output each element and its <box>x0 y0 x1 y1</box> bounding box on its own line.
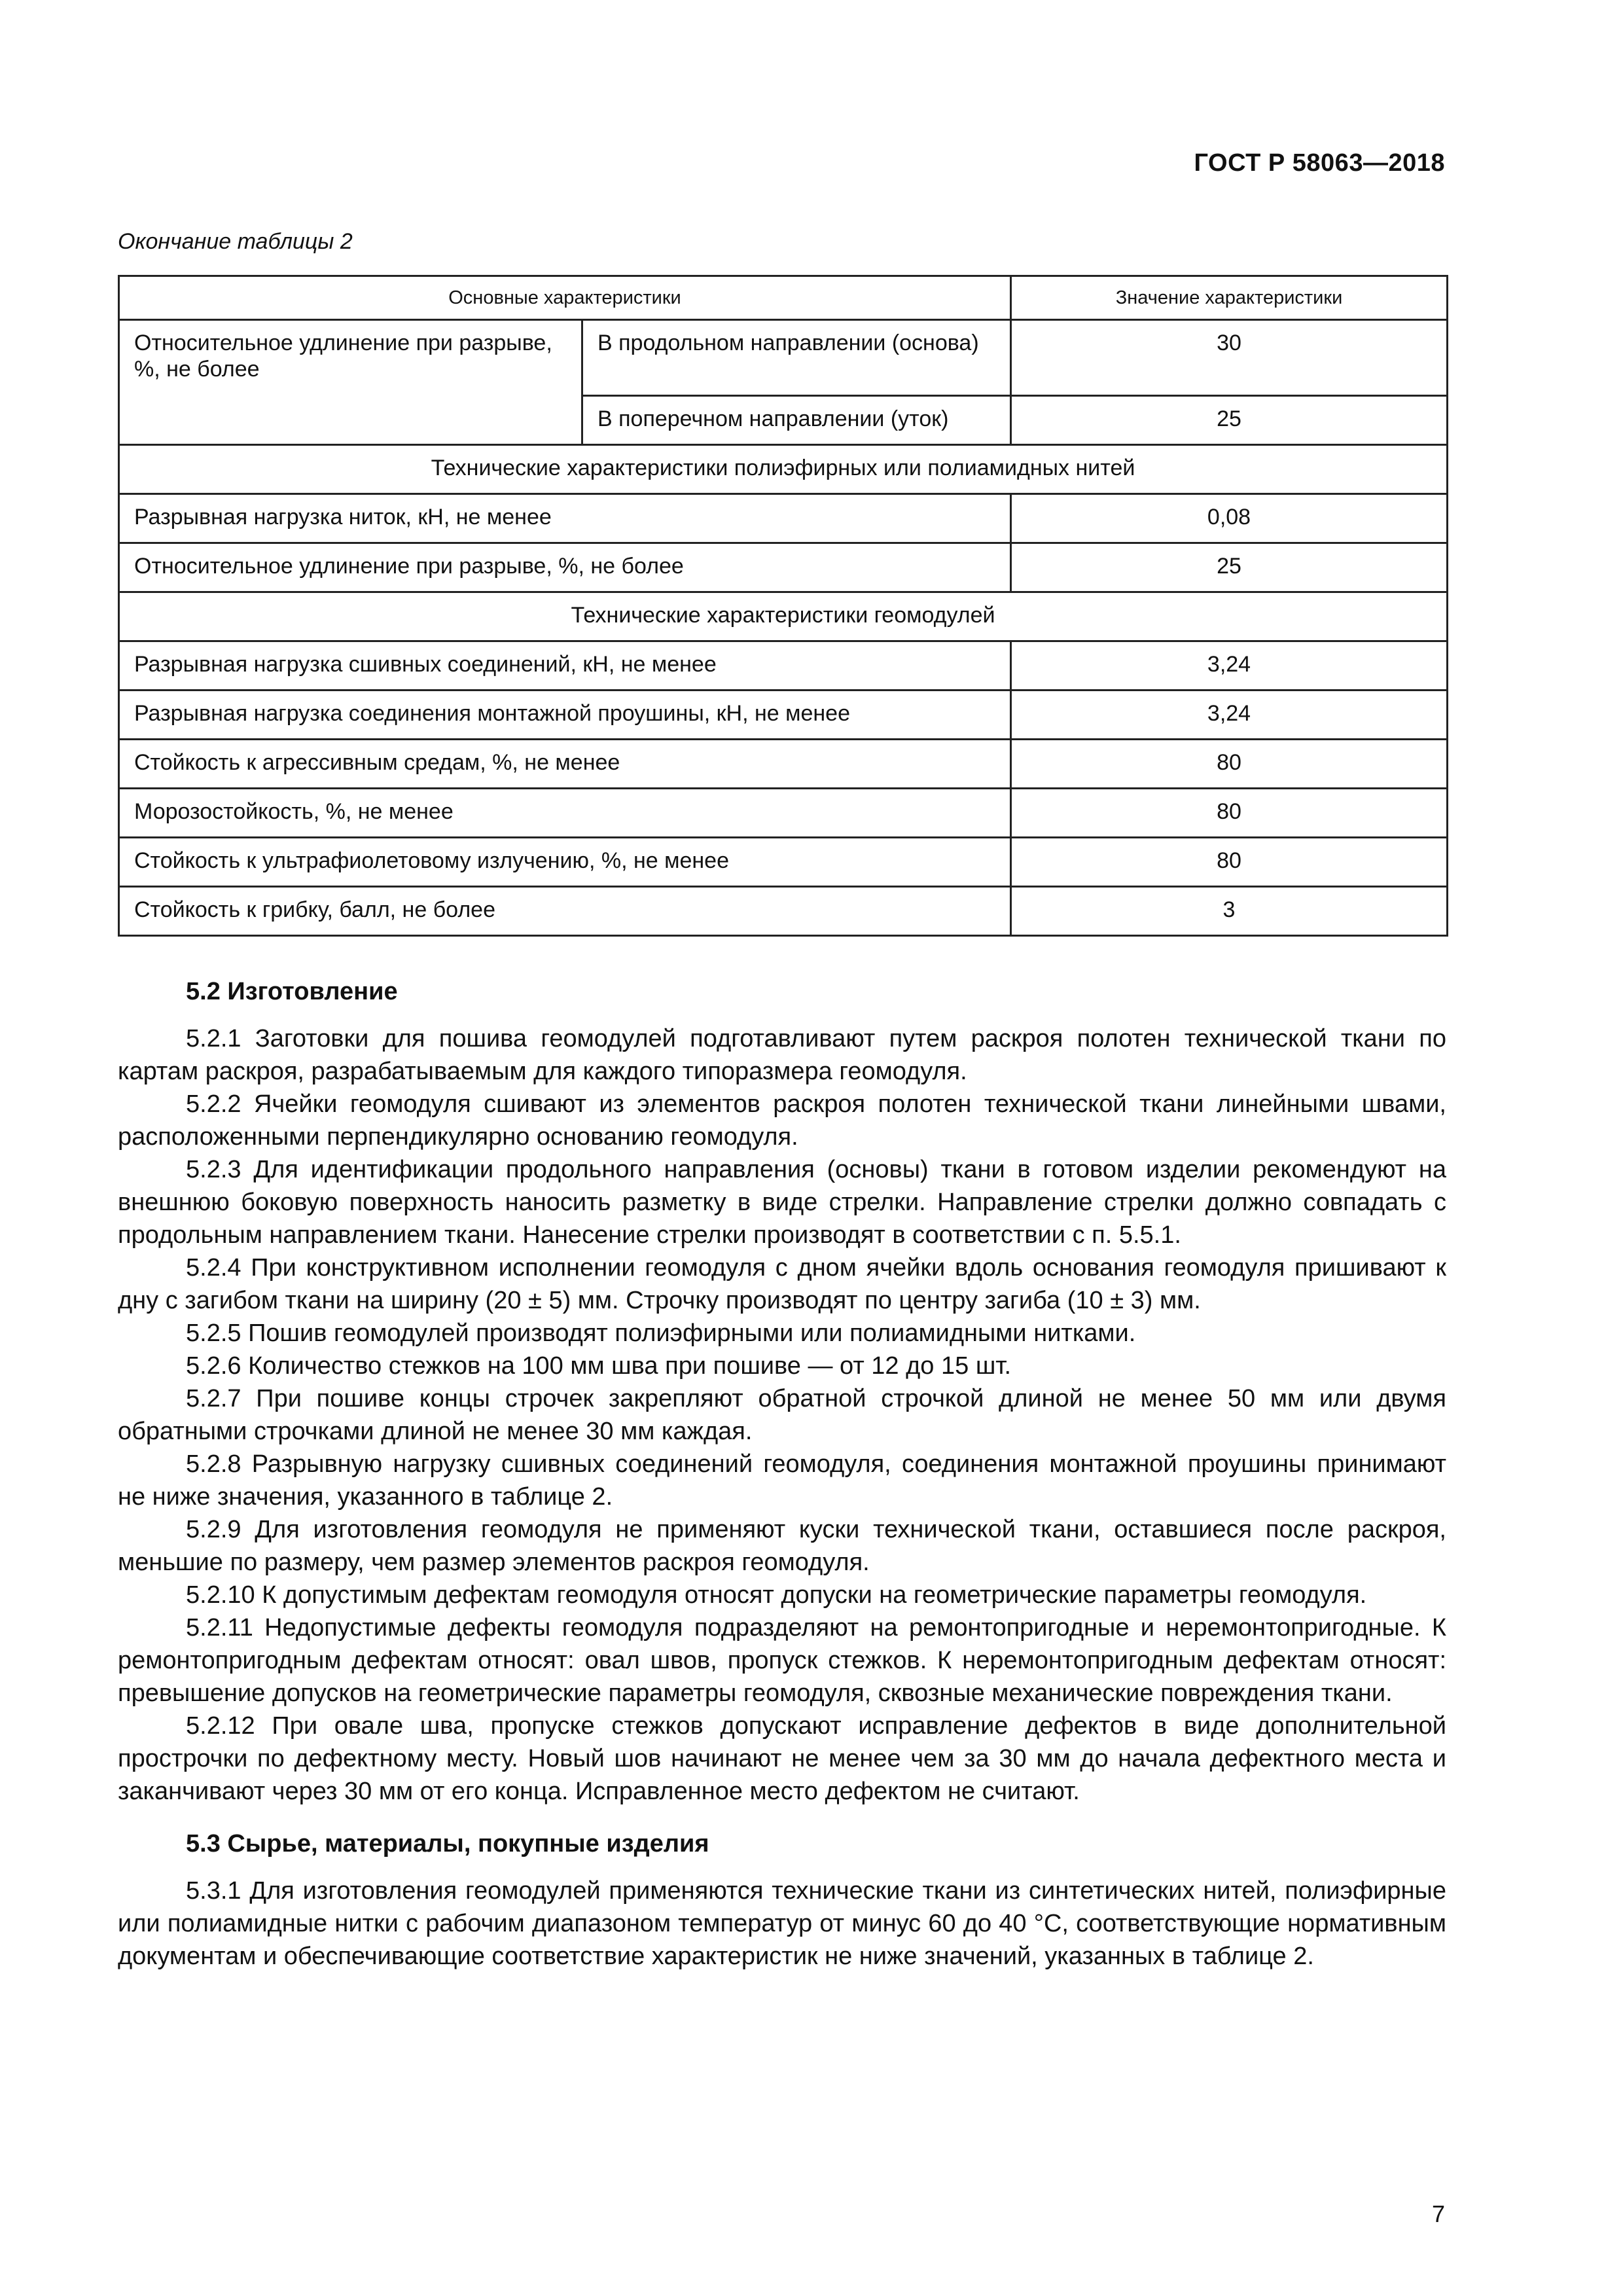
paragraph: 5.2.11 Недопустимые дефекты геомодуля подразделяют на ремонтопригодные и неремонтопригодные. К ремонтопригодным дефектам относят: овал швов, пропуск стежков. К неремонтопригодным дефектам относят: превышение допусков на геометрические параметры геомодуля, сквозные механические повреждения ткани. <box>118 1614 1446 1707</box>
paragraph: 5.2.8 Разрывную нагрузку сшивных соединений геомодуля, соединения монтажной проушины принимают не ниже значения, указанного в таблице 2. <box>118 1450 1446 1511</box>
paragraph: 5.2.7 При пошиве концы строчек закрепляют обратной строчкой длиной не менее 50 мм или двумя обратными строчками длиной не менее 30 мм каждая. <box>118 1385 1446 1445</box>
elongation-sub-label: В поперечном направлении (уток) <box>582 396 1011 445</box>
elongation-label: Относительное удлинение при разрыве, %, не более <box>119 320 582 445</box>
paragraph: 5.2.3 Для идентификации продольного направления (основы) ткани в готовом изделии рекомендуют на внешнюю боковую поверхность наносить разметку в виде стрелки. Направление стрелки должно совпадать с продольным направлением ткани. Нанесение стрелки производят в соответствии с п. 5.5.1. <box>118 1156 1446 1249</box>
paragraph: 5.2.1 Заготовки для пошива геомодулей подготавливают путем раскроя полотен технической ткани по картам раскроя, разрабатываемым для каждого типоразмера геомодуля. <box>118 1025 1446 1085</box>
standard-code: ГОСТ Р 58063—2018 <box>1194 149 1445 177</box>
row-value: 3,24 <box>1011 691 1448 740</box>
table-row <box>119 740 1448 789</box>
row-label: Стойкость к ультрафиолетовому излучению, %, не менее <box>119 838 1011 887</box>
table-row <box>119 887 1448 936</box>
paragraph: 5.3.1 Для изготовления геомодулей применяются технические ткани из синтетических нитей, полиэфирные или полиамидные нитки с рабочим диапазоном температур от минус 60 до 40 °С, соответствующие нормативным документам и обеспечивающие соответствие характеристик не ниже значений, указанных в таблице 2. <box>118 1877 1446 1970</box>
header-value: Значение характеристики <box>1011 276 1448 320</box>
paragraph: 5.2.12 При овале шва, пропуске стежков допускают исправление дефектов в виде дополнительной прострочки по дефектному месту. Новый шов начинают не менее чем за 30 мм до начала дефектного места и заканчивают через 30 мм от его конца. Исправленное место дефектом не считают. <box>118 1712 1446 1805</box>
section-5-2-heading: 5.2 Изготовление <box>186 978 398 1005</box>
row-value: 0,08 <box>1011 494 1448 543</box>
row-value: 80 <box>1011 789 1448 838</box>
table-caption: Окончание таблицы 2 <box>118 229 353 254</box>
row-label: Относительное удлинение при разрыве, %, не более <box>119 543 1011 592</box>
row-value: 3,24 <box>1011 641 1448 691</box>
table-section-row <box>119 592 1448 641</box>
paragraph: 5.2.4 При конструктивном исполнении геомодуля с дном ячейки вдоль основания геомодуля пришивают к дну с загибом ткани на ширину (20 ± 5) мм. Строчку производят по центру загиба (10 ± 3) мм. <box>118 1254 1446 1314</box>
row-value: 3 <box>1011 887 1448 936</box>
table-section-row <box>119 445 1448 494</box>
paragraph: 5.2.10 К допустимым дефектам геомодуля относят допуски на геометрические параметры геомодуля. <box>186 1581 1367 1609</box>
row-label: Разрывная нагрузка соединения монтажной проушины, кН, не менее <box>119 691 1011 740</box>
table-row <box>119 494 1448 543</box>
table-row <box>119 320 1448 396</box>
paragraph: 5.2.2 Ячейки геомодуля сшивают из элементов раскроя полотен технической ткани линейными швами, расположенными перпендикулярно основанию геомодуля. <box>118 1090 1446 1151</box>
elongation-sub-value: 25 <box>1011 396 1448 445</box>
elongation-sub-value: 30 <box>1011 320 1448 396</box>
row-value: 80 <box>1011 740 1448 789</box>
paragraph: 5.2.6 Количество стежков на 100 мм шва при пошиве — от 12 до 15 шт. <box>186 1352 1012 1380</box>
row-label: Стойкость к агрессивным средам, %, не менее <box>119 740 1011 789</box>
row-label: Разрывная нагрузка сшивных соединений, кН, не менее <box>119 641 1011 691</box>
table-header-row <box>119 276 1448 320</box>
paragraph: 5.2.9 Для изготовления геомодуля не применяют куски технической ткани, оставшиеся после раскроя, меньшие по размеру, чем размер элементов раскроя геомодуля. <box>118 1516 1446 1576</box>
section-5-3-heading: 5.3 Сырье, материалы, покупные изделия <box>186 1830 709 1857</box>
header-characteristics: Основные характеристики <box>119 276 1011 320</box>
row-value: 25 <box>1011 543 1448 592</box>
row-label: Стойкость к грибку, балл, не более <box>119 887 1011 936</box>
page-number: 7 <box>1431 2200 1445 2227</box>
table-row <box>119 691 1448 740</box>
section-geomodules-heading: Технические характеристики геомодулей <box>119 592 1448 641</box>
table-row <box>119 641 1448 691</box>
table-row <box>119 543 1448 592</box>
section-threads-heading: Технические характеристики полиэфирных или полиамидных нитей <box>119 445 1448 494</box>
body-text <box>118 975 1446 1973</box>
paragraph: 5.2.5 Пошив геомодулей производят полиэфирными или полиамидными нитками. <box>186 1319 1136 1347</box>
characteristics-table <box>118 275 1448 937</box>
row-value: 80 <box>1011 838 1448 887</box>
row-label: Морозостойкость, %, не менее <box>119 789 1011 838</box>
row-label: Разрывная нагрузка ниток, кН, не менее <box>119 494 1011 543</box>
table-row <box>119 838 1448 887</box>
elongation-sub-label: В продольном направлении (основа) <box>582 320 1011 396</box>
table-row <box>119 789 1448 838</box>
